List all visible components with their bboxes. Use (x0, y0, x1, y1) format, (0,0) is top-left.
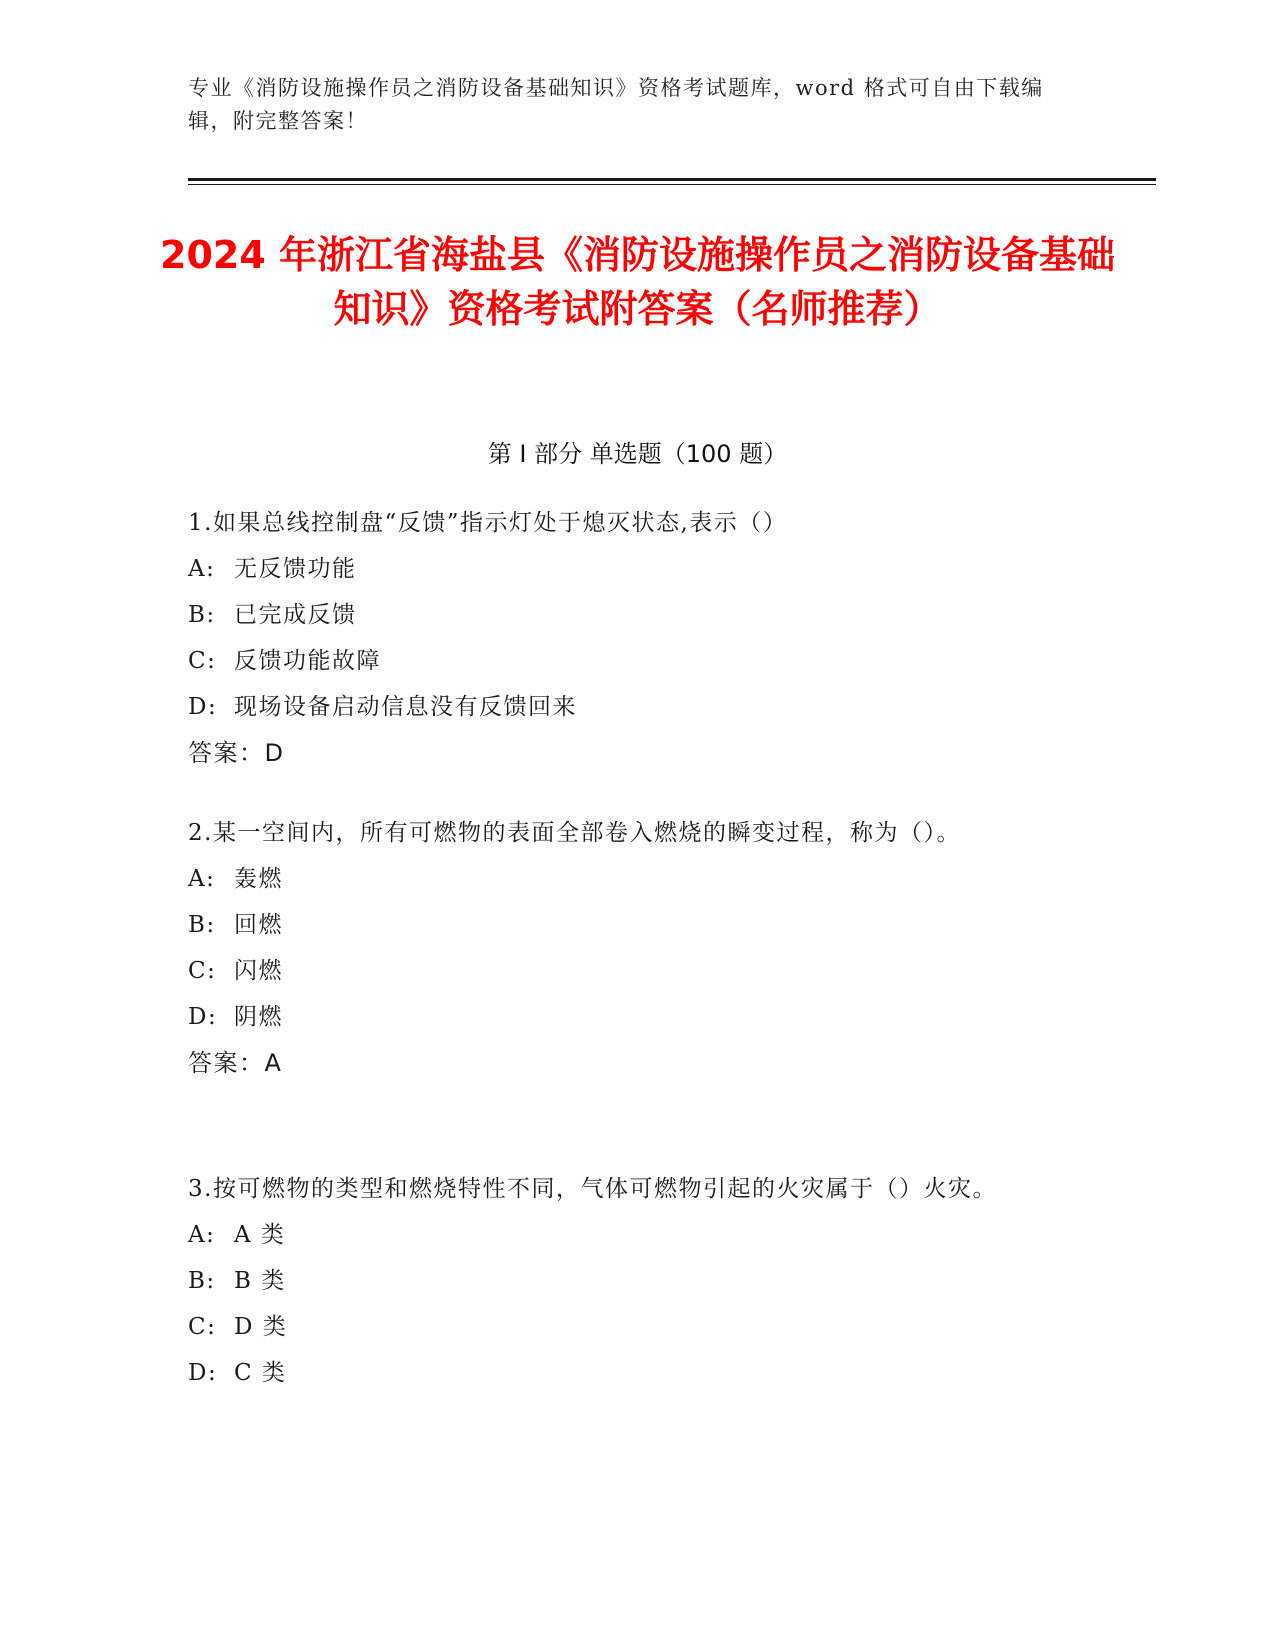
answer-line: 答案：A (188, 1049, 283, 1077)
option-letter: C: (188, 648, 217, 674)
option-text: 阴燃 (234, 1004, 283, 1030)
option-c (188, 948, 1068, 994)
option-letter: A: (188, 866, 216, 892)
document-title: 2024 年浙江省海盐县《消防设施操作员之消防设备基础知识》资格考试附答案（名师推荐） (160, 233, 1115, 331)
option-text: 闪燃 (234, 958, 283, 984)
option-text: 反馈功能故障 (234, 648, 381, 674)
option-d (188, 684, 1068, 730)
option-text: C 类 (234, 1360, 287, 1386)
option-letter: A: (188, 556, 216, 582)
option-letter: D: (188, 1004, 218, 1030)
option-text: 无反馈功能 (234, 556, 357, 582)
option-a (188, 856, 1068, 902)
option-text: 轰燃 (234, 866, 283, 892)
option-a (188, 1212, 1068, 1258)
option-b (188, 902, 1068, 948)
header-divider-thin (188, 184, 1156, 185)
option-text: 回燃 (234, 912, 283, 938)
question-text: 3.按可燃物的类型和燃烧特性不同，气体可燃物引起的火灾属于（）火灾。 (188, 1176, 997, 1202)
option-text: A 类 (234, 1222, 286, 1248)
option-letter: A: (188, 1222, 216, 1248)
question-3 (188, 1166, 1068, 1396)
option-letter: D: (188, 1360, 218, 1386)
header-note: 专业《消防设施操作员之消防设备基础知识》资格考试题库，word 格式可自由下载编辑，附完整答案！ (188, 76, 1044, 133)
question-text: 1.如果总线控制盘“反馈”指示灯处于熄灭状态,表示（） (188, 510, 788, 536)
option-d (188, 994, 1068, 1040)
option-text: 已完成反馈 (234, 602, 357, 628)
option-letter: D: (188, 694, 218, 720)
question-2 (188, 810, 1068, 1086)
option-letter: B: (188, 912, 216, 938)
option-text: 现场设备启动信息没有反馈回来 (234, 694, 577, 720)
option-text: D 类 (234, 1314, 288, 1340)
option-a (188, 546, 1068, 592)
option-c (188, 1304, 1068, 1350)
option-letter: C: (188, 958, 217, 984)
option-b (188, 1258, 1068, 1304)
answer-line: 答案：D (188, 739, 285, 767)
section-heading: 第 I 部分 单选题（100 题） (487, 440, 788, 468)
option-text: B 类 (234, 1268, 286, 1294)
option-letter: B: (188, 602, 216, 628)
option-letter: B: (188, 1268, 216, 1294)
question-text: 2.某一空间内，所有可燃物的表面全部卷入燃烧的瞬变过程，称为（）。 (188, 820, 961, 846)
option-b (188, 592, 1068, 638)
option-d (188, 1350, 1068, 1396)
question-1 (188, 500, 1068, 776)
header-divider-thick (188, 178, 1156, 181)
option-c (188, 638, 1068, 684)
option-letter: C: (188, 1314, 217, 1340)
